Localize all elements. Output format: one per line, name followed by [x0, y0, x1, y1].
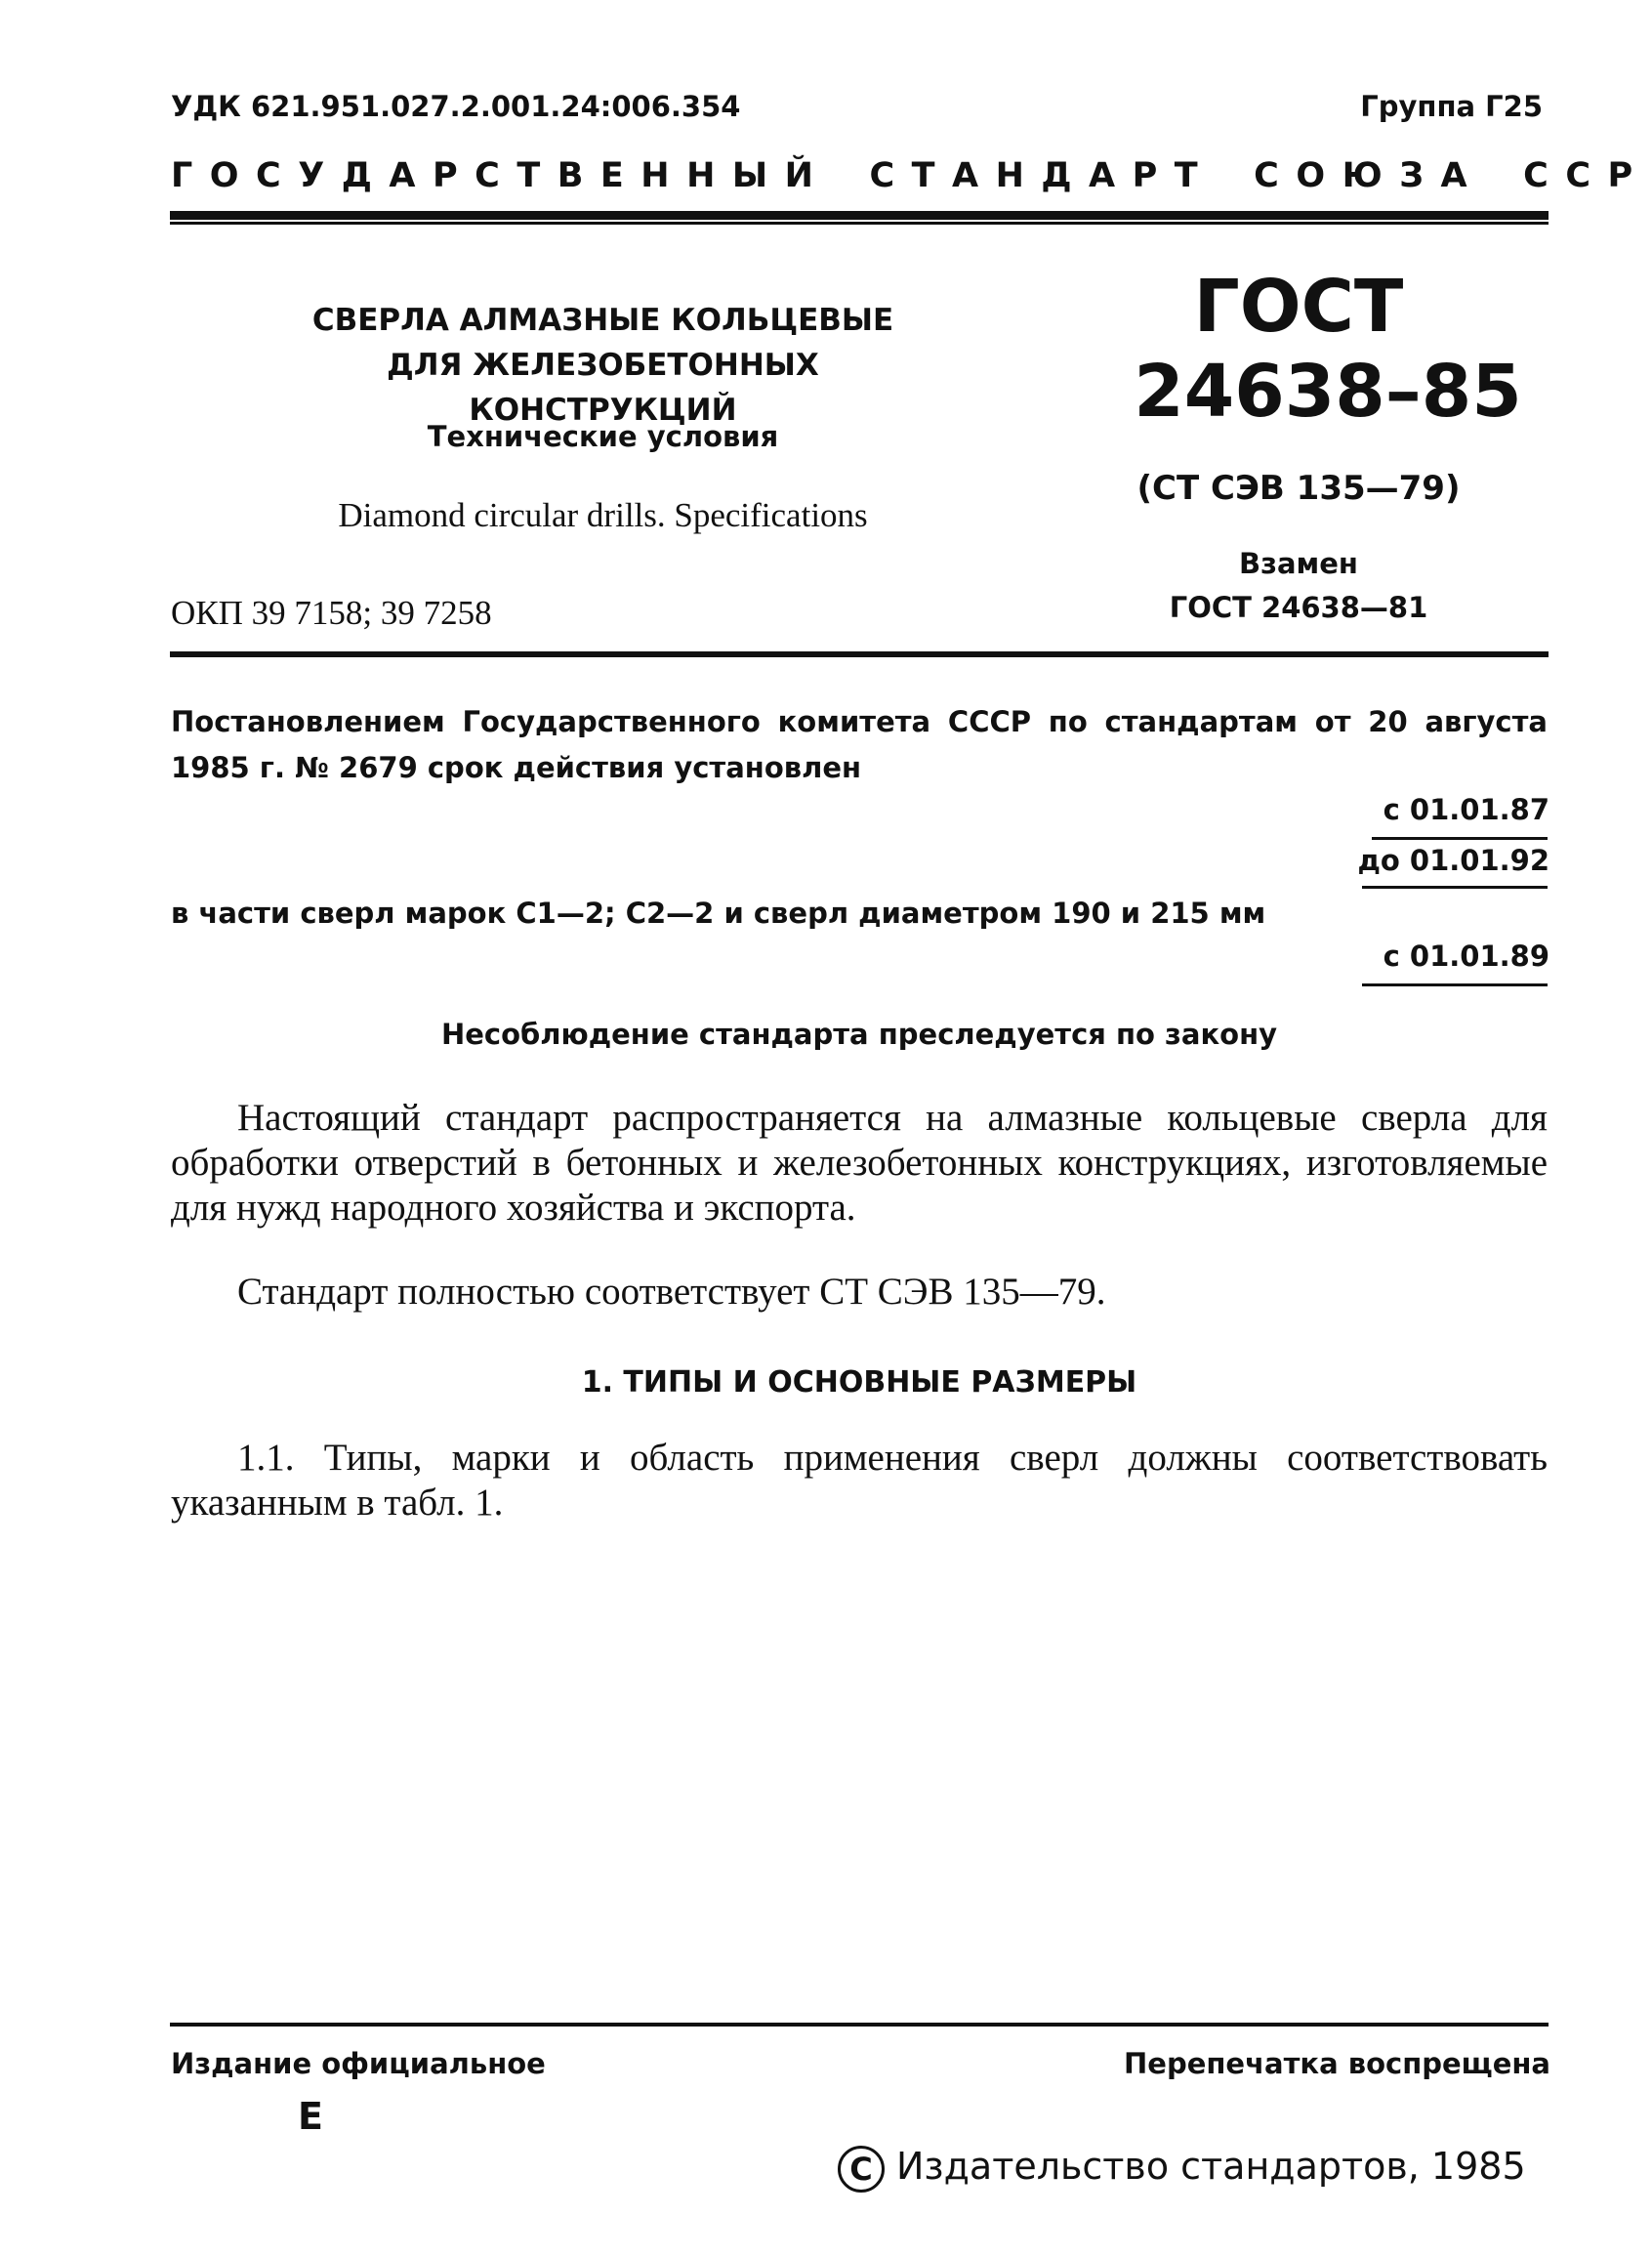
- replaces-standard: ГОСТ 24638—81: [1169, 591, 1428, 624]
- gost-label: ГОСТ: [1193, 265, 1404, 349]
- decree-text: Постановлением Государственного комитета СССР по стандартам от 20 августа 1985 г. № 2679 срок действия установлен: [171, 705, 1548, 784]
- banner-word-3: СОЮЗА: [1254, 156, 1485, 195]
- body-paragraph-2: Стандарт полностью соответствует СТ СЭВ 135—79.: [237, 1271, 1106, 1313]
- state-standard-banner: [171, 156, 1650, 195]
- partial-scope-text: в части сверл марок С1—2; С2—2 и сверл диаметром 190 и 215 мм: [171, 897, 1266, 930]
- udk-code: УДК 621.951.027.2.001.24:006.354: [171, 90, 741, 123]
- document-subtitle: Технические условия: [427, 420, 779, 453]
- banner-word-1: ГОСУДАРСТВЕННЫЙ: [171, 156, 831, 195]
- body-paragraph-1: Настоящий стандарт распространяется на алмазные кольцевые сверла для обработки отверстий в бетонных и железобетонных конструкциях, изготовляемые для нужд народного хозяйства и экспорта.: [171, 1097, 1548, 1229]
- official-edition: Издание официальное: [171, 2047, 546, 2080]
- replaces-label: Взамен: [1239, 547, 1358, 580]
- title-line-1: СВЕРЛА АЛМАЗНЫЕ КОЛЬЦЕВЫЕ: [311, 303, 894, 338]
- law-notice: Несоблюдение стандарта преследуется по закону: [440, 1018, 1278, 1051]
- publisher-line: [838, 2145, 1526, 2193]
- body-paragraph-3: 1.1. Типы, марки и область применения сверл должны соответствовать указанным в табл. 1.: [171, 1437, 1548, 1524]
- date-underline-2: [1362, 886, 1548, 889]
- date-underline-3: [1362, 983, 1548, 986]
- bottom-rule: [170, 2023, 1549, 2027]
- top-rule: [170, 211, 1549, 220]
- copyright-icon: C: [838, 2146, 885, 2193]
- top-rule-thin: [170, 222, 1549, 225]
- effective-until-date: до 01.01.92: [1357, 844, 1549, 877]
- banner-word-2: СТАНДАРТ: [869, 156, 1216, 195]
- okp-code: ОКП 39 7158; 39 7258: [171, 594, 492, 632]
- gost-number: 24638–85: [1134, 350, 1522, 434]
- title-line-2: ДЛЯ ЖЕЛЕЗОБЕТОННЫХ КОНСТРУКЦИЙ: [387, 348, 819, 428]
- english-title: Diamond circular drills. Specifications: [338, 496, 868, 534]
- effective-from-date: с 01.01.87: [1383, 793, 1549, 826]
- banner-word-4: ССР: [1523, 156, 1650, 195]
- st-sev-reference: (СТ СЭВ 135—79): [1136, 469, 1461, 508]
- section-heading: 1. ТИПЫ И ОСНОВНЫЕ РАЗМЕРЫ: [581, 1365, 1137, 1400]
- publisher-name: Издательство стандартов, 1985: [896, 2145, 1526, 2188]
- date-underline-1: [1372, 837, 1548, 840]
- partial-scope-date: с 01.01.89: [1383, 940, 1549, 973]
- document-title: [249, 298, 957, 433]
- edition-letter: Е: [298, 2095, 323, 2138]
- reprint-notice: Перепечатка воспрещена: [1124, 2047, 1550, 2080]
- middle-rule: [170, 651, 1549, 657]
- group-code: Группа Г25: [1360, 90, 1543, 123]
